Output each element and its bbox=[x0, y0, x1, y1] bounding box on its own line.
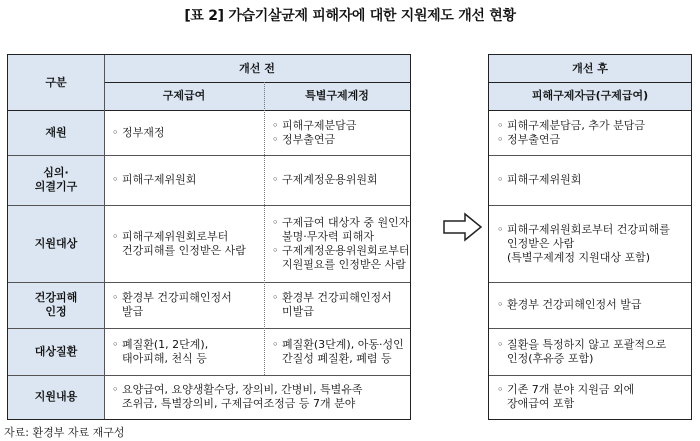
after-header-label: 개선 후 bbox=[572, 61, 608, 75]
before-header bbox=[104, 55, 410, 82]
special-account-header-label: 특별구제계정 bbox=[305, 89, 369, 102]
row-label-line: 지원내용 bbox=[34, 390, 78, 403]
cell-line: ◦ 기존 7개 분야 지원금 외에 bbox=[497, 383, 635, 396]
cell-line: 인정받은 사람 bbox=[507, 236, 575, 250]
divider bbox=[8, 375, 410, 376]
divider bbox=[489, 155, 691, 156]
special-health-cell bbox=[264, 282, 410, 328]
divider bbox=[489, 328, 691, 329]
cell-line: ◦ 구제계정운용위원회 bbox=[272, 173, 378, 186]
cell-line: ◦ 환경부 건강피해인정서 bbox=[112, 291, 232, 304]
row-label-line: 건강피해 bbox=[34, 291, 78, 304]
cell-line: ◦ 구제계정운용위원회로부터 bbox=[272, 243, 410, 257]
special-account-header bbox=[264, 82, 410, 110]
relief-pay-header bbox=[104, 82, 264, 110]
divider bbox=[8, 205, 410, 206]
divider bbox=[489, 205, 691, 206]
row-label-line: 심의· bbox=[43, 166, 69, 179]
relief-pay-header-label: 구제급여 bbox=[162, 89, 206, 102]
row-label-line: 대상질환 bbox=[34, 344, 78, 358]
divider bbox=[489, 110, 691, 111]
after-support-cell bbox=[489, 375, 691, 419]
cell-line: ◦ 환경부 건강피해인정서 bbox=[272, 291, 392, 304]
cell-line: ◦ 정부출연금 bbox=[497, 132, 561, 146]
after-health-cell bbox=[489, 282, 691, 328]
source-note: 자료: 환경부 자료 재구성 bbox=[4, 426, 125, 439]
cell-line: ◦ 정부출연금 bbox=[272, 132, 336, 146]
after-funding-cell bbox=[489, 110, 691, 155]
row-label-line: 재원 bbox=[45, 125, 67, 139]
after-disease-cell bbox=[489, 328, 691, 375]
divider bbox=[8, 328, 410, 329]
relief-disease-cell bbox=[104, 328, 264, 375]
cell-line: 인정(후유증 포함) bbox=[507, 351, 594, 365]
victim-pay-header-label: 피해구제자금(구제급여) bbox=[531, 89, 649, 102]
cell-line: ◦ 피해구제위원회로부터 bbox=[112, 229, 229, 243]
cell-line: 지원필요를 인정받은 사람 bbox=[282, 257, 406, 271]
divider bbox=[104, 55, 105, 419]
support-content-merged-cell bbox=[104, 375, 410, 419]
cell-line: ◦ 피해구제위원회로부터 건강피해를 bbox=[497, 222, 670, 236]
row-label-diseases bbox=[8, 328, 104, 375]
cell-line: ◦ 정부재정 bbox=[112, 125, 165, 139]
cell-line: ◦ 피해구제위원회 bbox=[112, 173, 197, 186]
cell-line: ◦ 폐질환(3단계), 아동·성인 bbox=[272, 337, 404, 351]
cell-line: 조위금, 특별장의비, 구제급여조정금 등 7개 분야 bbox=[122, 397, 356, 410]
divider bbox=[489, 82, 691, 83]
right-arrow-icon bbox=[443, 212, 483, 242]
row-label-line: 지원대상 bbox=[34, 236, 78, 250]
cell-line: ◦ 환경부 건강피해인정서 발급 bbox=[497, 298, 642, 311]
relief-funding-cell bbox=[104, 110, 264, 155]
cell-line: ◦ 피해구제위원회 bbox=[497, 173, 582, 186]
row-label-support-content bbox=[8, 375, 104, 419]
cell-line: 간질성 폐질환, 폐렴 등 bbox=[282, 351, 392, 365]
special-disease-cell bbox=[264, 328, 410, 375]
table-title: [표 2] 가습기살균제 피해자에 대한 지원제도 개선 현황 bbox=[184, 8, 516, 24]
row-label-funding bbox=[8, 110, 104, 155]
special-eligibility-cell bbox=[264, 205, 410, 282]
cell-line: 불명·무자력 피해자 bbox=[282, 229, 375, 243]
divider bbox=[8, 110, 410, 111]
cell-line: 발급 bbox=[122, 305, 144, 318]
row-label-eligibility bbox=[8, 205, 104, 282]
special-funding-cell bbox=[264, 110, 410, 155]
row-label-health-recognition bbox=[8, 282, 104, 328]
cell-line: 미발급 bbox=[282, 305, 314, 318]
cell-line: 건강피해를 인정받은 사람 bbox=[122, 243, 246, 257]
victim-pay-header bbox=[489, 82, 691, 110]
relief-eligibility-cell bbox=[104, 205, 264, 282]
before-header-label: 개선 전 bbox=[239, 61, 275, 75]
cell-line: (특별구제계정 지원대상 포함) bbox=[507, 250, 651, 264]
cell-line: ◦ 질환을 특정하지 않고 포괄적으로 bbox=[497, 337, 667, 351]
divider bbox=[489, 375, 691, 376]
cell-line: ◦ 요양급여, 요양생활수당, 장의비, 간병비, 특별유족 bbox=[112, 383, 363, 396]
special-committee-cell bbox=[264, 155, 410, 205]
row-label-committee bbox=[8, 155, 104, 205]
cell-line: ◦ 피해구제분담금 bbox=[272, 118, 357, 132]
relief-committee-cell bbox=[104, 155, 264, 205]
row-label-line: 의결기구 bbox=[34, 180, 78, 193]
after-eligibility-cell bbox=[489, 205, 691, 282]
category-header bbox=[8, 55, 104, 110]
cell-line: 장애급여 포함 bbox=[507, 397, 575, 410]
after-committee-cell bbox=[489, 155, 691, 205]
after-header bbox=[489, 55, 691, 82]
relief-health-cell bbox=[104, 282, 264, 328]
divider bbox=[489, 282, 691, 283]
divider bbox=[8, 282, 410, 283]
category-header-label: 구분 bbox=[45, 75, 67, 89]
divider bbox=[104, 82, 410, 83]
cell-line: ◦ 폐질환(1, 2단계), bbox=[112, 337, 209, 351]
cell-line: ◦ 피해구제분담금, 추가 분담금 bbox=[497, 118, 645, 132]
row-label-line: 인정 bbox=[45, 305, 67, 318]
divider bbox=[264, 82, 265, 375]
divider bbox=[8, 155, 410, 156]
cell-line: 태아피해, 천식 등 bbox=[122, 351, 207, 365]
cell-line: ◦ 구제급여 대상자 중 원인자 bbox=[272, 215, 410, 229]
